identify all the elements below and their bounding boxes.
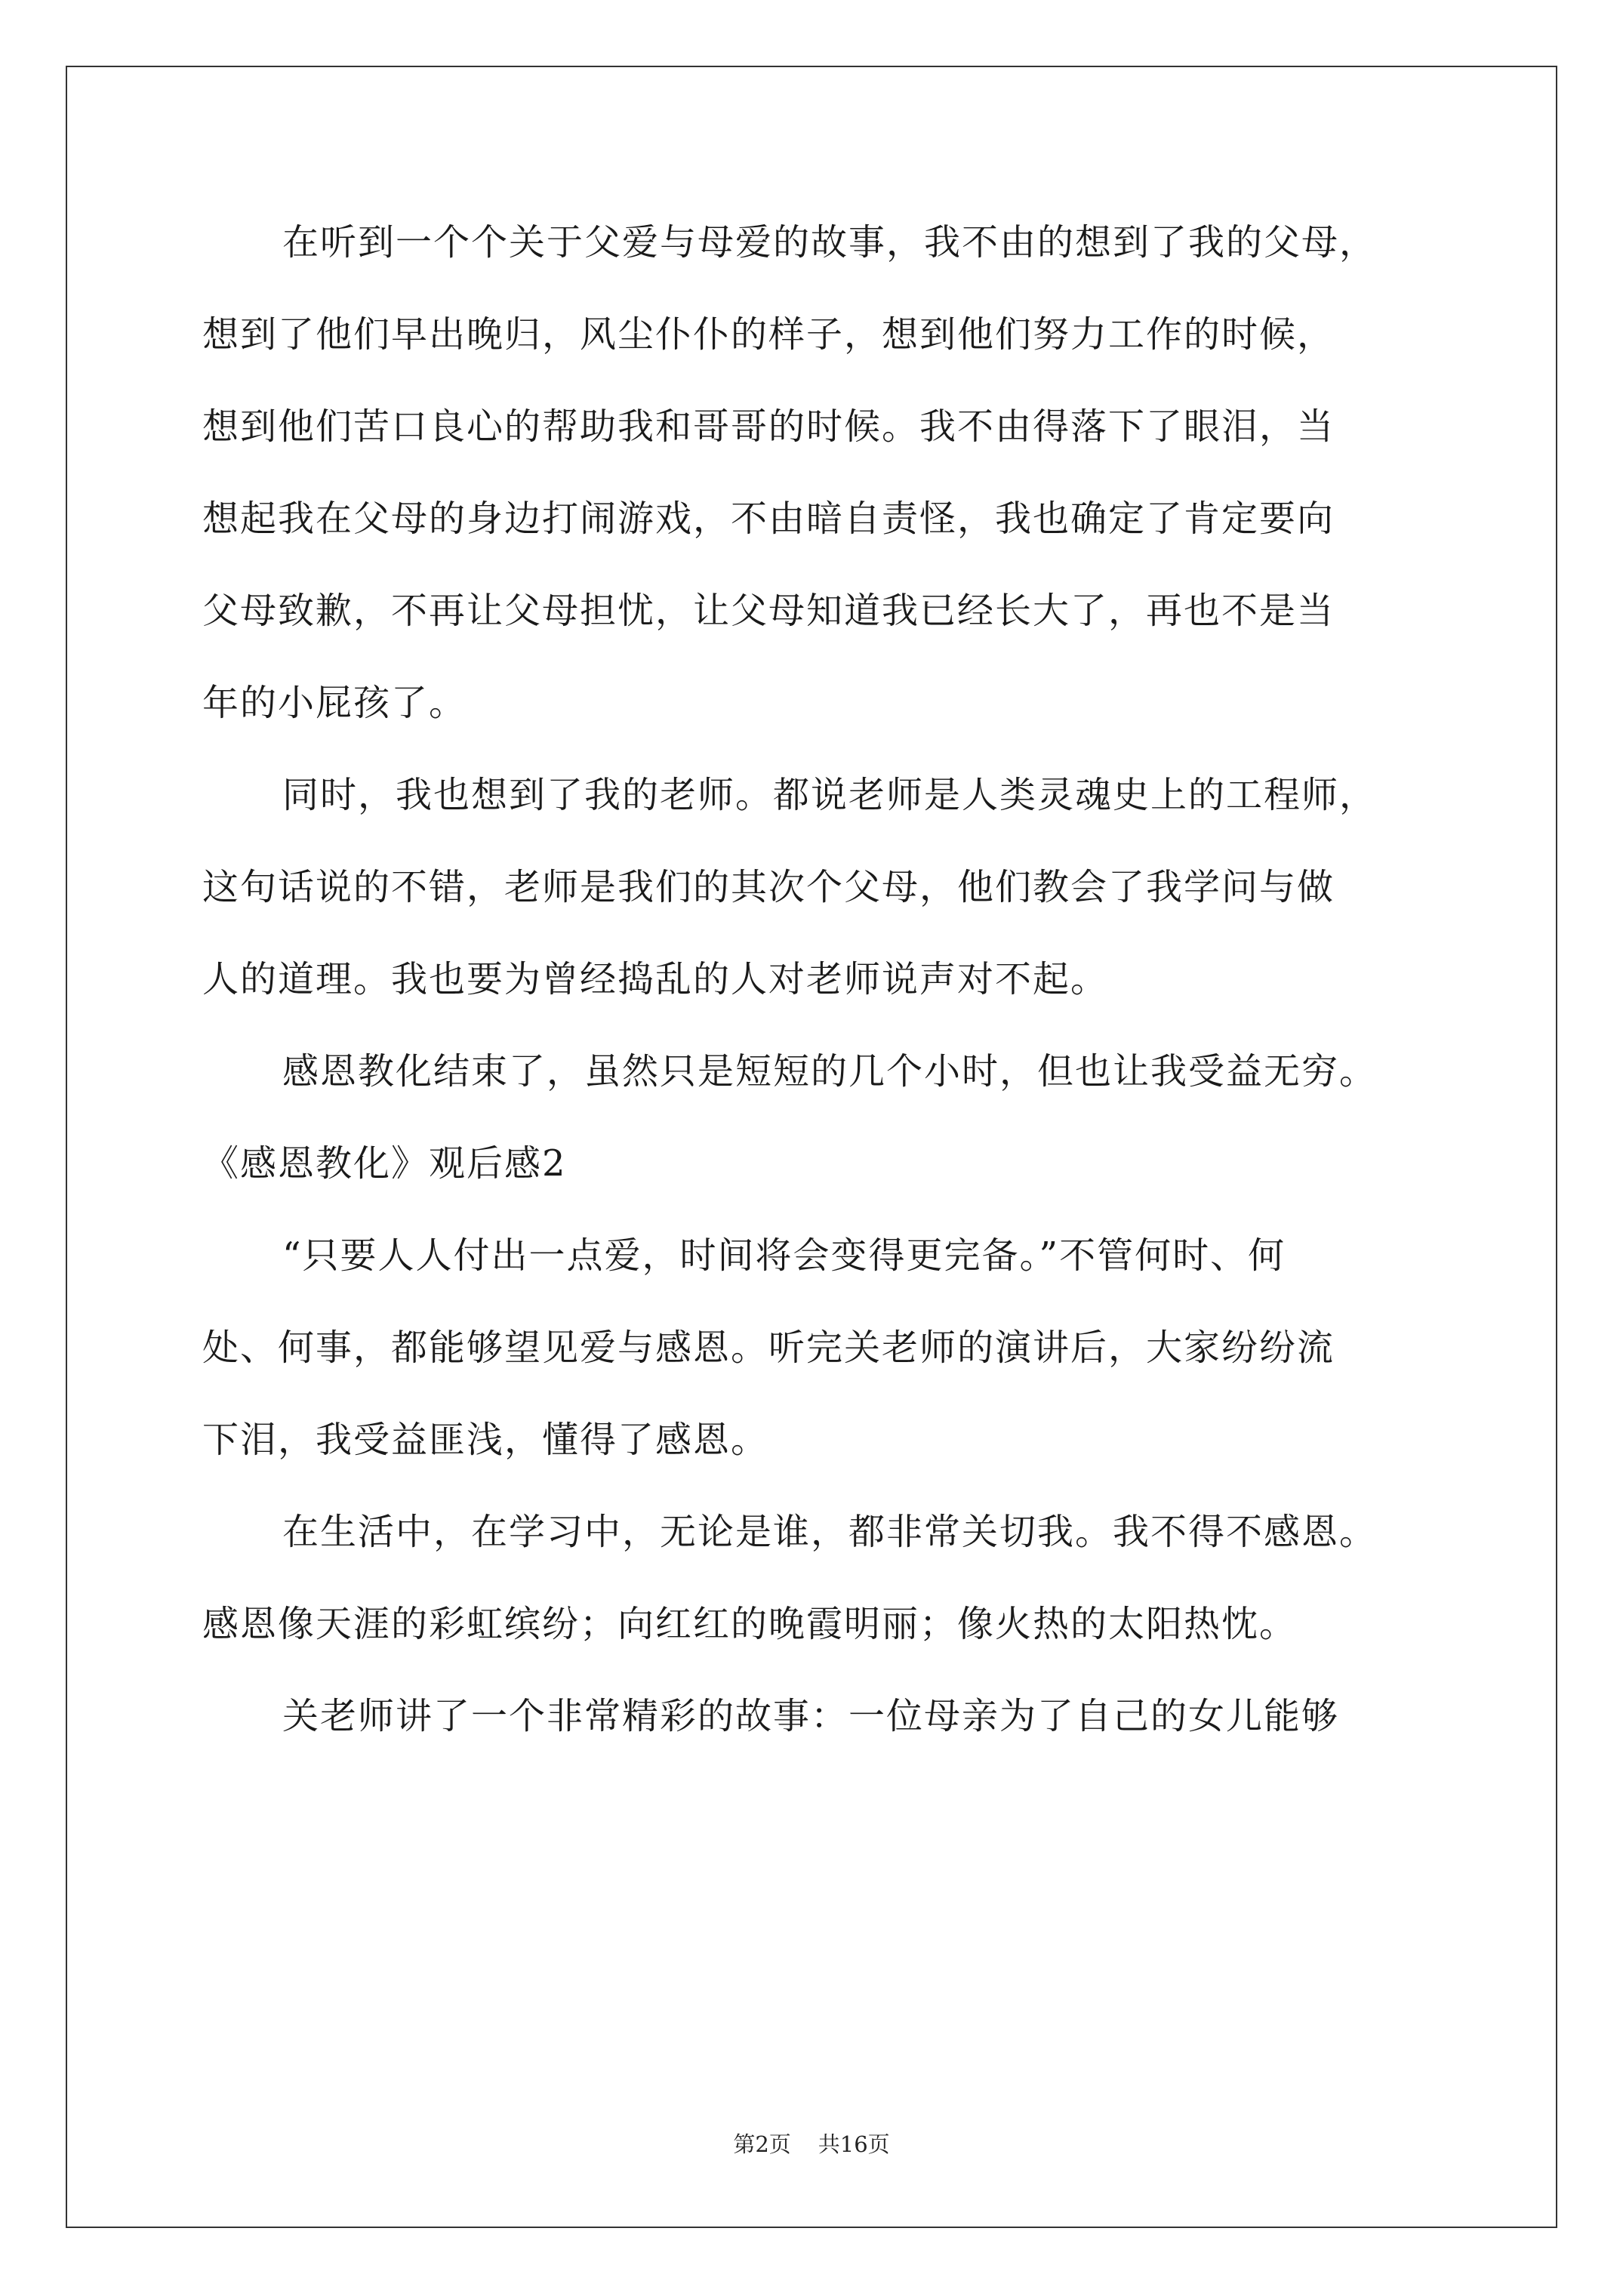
text-line: 人的道理。我也要为曾经捣乱的人对老师说声对不起。 xyxy=(202,958,1109,1000)
text-line: 处、何事，都能够望见爱与感恩。听完关老师的演讲后，大家纷纷流 xyxy=(202,1327,1335,1369)
text-line: 年的小屁孩了。 xyxy=(202,682,467,724)
text-line: 在生活中，在学习中，无论是谁，都非常关切我。我不得不感恩。 xyxy=(282,1511,1378,1553)
text-line: 关老师讲了一个非常精彩的故事：一位母亲为了自己的女儿能够 xyxy=(282,1695,1340,1737)
text-line: 这句话说的不错，老师是我们的其次个父母，他们教会了我学问与做 xyxy=(202,866,1335,908)
page-total: 共16页 xyxy=(818,2131,890,2157)
text-line: 感恩教化结束了，虽然只是短短的几个小时，但也让我受益无穷。 xyxy=(282,1050,1378,1093)
text-line: 下泪，我受益匪浅，懂得了感恩。 xyxy=(202,1419,769,1461)
text-line: 在听到一个个关于父爱与母爱的故事，我不由的想到了我的父母， xyxy=(282,221,1378,264)
text-line: 父母致歉，不再让父母担忧，让父母知道我已经长大了，再也不是当 xyxy=(202,590,1335,632)
text-line: 想到他们苦口良心的帮助我和哥哥的时候。我不由得落下了眼泪，当 xyxy=(202,405,1335,448)
text-line: “只要人人付出一点爱，时间将会变得更完备。”不管何时、何 xyxy=(282,1234,1286,1277)
text-line: 想到了他们早出晚归，风尘仆仆的样子，想到他们努力工作的时候， xyxy=(202,313,1335,356)
page-number: 第2页 xyxy=(733,2131,791,2157)
document-body xyxy=(202,196,1440,1762)
section-heading: 《感恩教化》观后感2 xyxy=(202,1142,567,1185)
text-line: 感恩像天涯的彩虹缤纷；向红红的晚霞明丽；像火热的太阳热忱。 xyxy=(202,1603,1298,1645)
text-line: 同时，我也想到了我的老师。都说老师是人类灵魂史上的工程师， xyxy=(282,774,1378,816)
text-line: 想起我在父母的身边打闹游戏，不由暗自责怪，我也确定了肯定要向 xyxy=(202,498,1335,540)
page-footer xyxy=(0,2128,1623,2159)
